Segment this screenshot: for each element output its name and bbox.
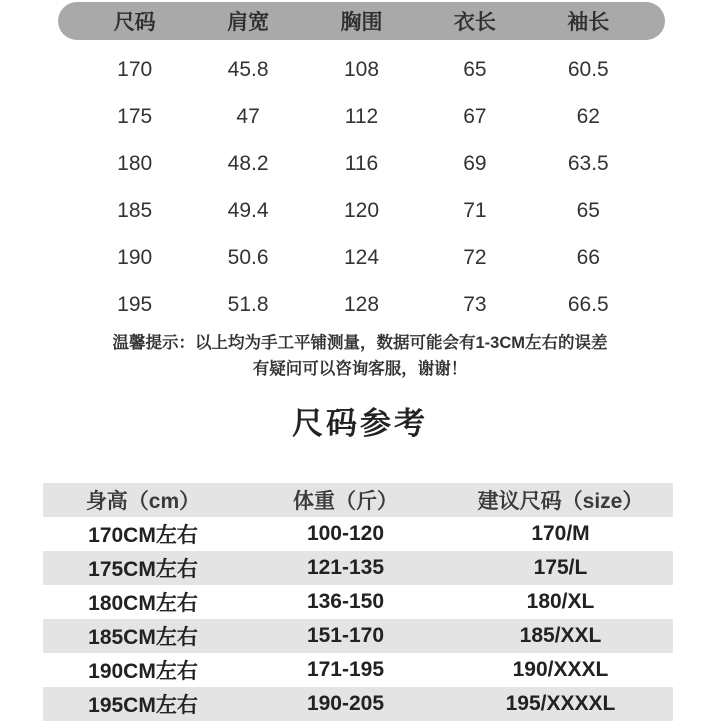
chest-value: 128 [343, 292, 380, 316]
size-value: 180 [117, 151, 153, 175]
suggested-size-value: 180/XL [526, 590, 595, 613]
chest-value: 108 [343, 57, 380, 81]
weight-value: 121-135 [306, 556, 385, 579]
notice-line-2: 有疑问可以咨询客服，谢谢！ [252, 360, 468, 378]
table-row [58, 46, 665, 93]
length-value: 67 [463, 104, 487, 128]
size-value: 170 [117, 57, 153, 81]
table-row [58, 93, 665, 140]
weight-value: 190-205 [306, 692, 385, 715]
shoulder-value: 50.6 [227, 245, 269, 269]
column-header-size: 尺码 [113, 11, 156, 34]
size-value: 195 [117, 292, 153, 316]
measurement-table-body [0, 40, 720, 328]
shoulder-value: 48.2 [227, 151, 269, 175]
table-row [43, 517, 673, 551]
measurement-notice [0, 330, 720, 382]
column-header-garment-length: 衣长 [453, 11, 496, 34]
length-value: 72 [463, 245, 487, 269]
height-value: 175CM左右 [88, 558, 198, 581]
size-reference-table [43, 483, 673, 721]
reference-header-row [43, 483, 673, 517]
suggested-size-value: 185/XXL [519, 624, 602, 647]
table-row [43, 653, 673, 687]
chest-value: 112 [344, 104, 379, 128]
table-row [58, 187, 665, 234]
measurement-table [0, 2, 720, 328]
sleeve-value: 65 [576, 198, 600, 222]
chest-value: 124 [343, 245, 380, 269]
sleeve-value: 66 [576, 245, 600, 269]
weight-value: 171-195 [306, 658, 385, 681]
shoulder-value: 51.8 [227, 292, 269, 316]
shoulder-value: 49.4 [227, 198, 269, 222]
table-row [58, 140, 665, 187]
suggested-size-value: 195/XXXXL [505, 692, 616, 715]
size-value: 175 [117, 104, 153, 128]
sleeve-value: 63.5 [567, 151, 609, 175]
length-value: 73 [463, 292, 487, 316]
weight-value: 136-150 [306, 590, 385, 613]
table-row [43, 585, 673, 619]
shoulder-value: 45.8 [227, 57, 269, 81]
length-value: 71 [463, 198, 487, 222]
suggested-size-value: 170/M [531, 522, 590, 545]
table-row [43, 687, 673, 721]
shoulder-value: 47 [236, 104, 260, 128]
suggested-size-value: 175/L [533, 556, 588, 579]
measurement-header-row [58, 2, 665, 40]
column-header-suggested-size: 建议尺码（size） [477, 490, 644, 513]
notice-line-1: 温馨提示：以上均为手工平铺测量，数据可能会有1-3CM左右的误差 [112, 334, 608, 352]
column-header-sleeve-length: 袖长 [567, 11, 610, 34]
table-row [58, 234, 665, 281]
sleeve-value: 60.5 [567, 57, 609, 81]
chest-value: 116 [344, 151, 379, 175]
height-value: 185CM左右 [88, 626, 198, 649]
weight-value: 151-170 [306, 624, 385, 647]
column-header-shoulder-width: 肩宽 [227, 11, 270, 34]
chest-value: 120 [343, 198, 380, 222]
size-value: 185 [117, 198, 153, 222]
column-header-height: 身高（cm） [85, 490, 201, 513]
column-header-chest: 胸围 [340, 11, 383, 34]
table-row [43, 619, 673, 653]
height-value: 170CM左右 [88, 524, 198, 547]
weight-value: 100-120 [306, 522, 385, 545]
table-row [43, 551, 673, 585]
length-value: 65 [463, 57, 487, 81]
table-row [58, 281, 665, 328]
size-value: 190 [117, 245, 153, 269]
sleeve-value: 66.5 [567, 292, 609, 316]
page-title: 尺码参考 [292, 406, 428, 441]
suggested-size-value: 190/XXXL [512, 658, 609, 681]
length-value: 69 [463, 151, 487, 175]
sleeve-value: 62 [576, 104, 600, 128]
height-value: 190CM左右 [88, 660, 198, 683]
column-header-weight: 体重（斤） [293, 490, 398, 513]
height-value: 180CM左右 [88, 592, 198, 615]
height-value: 195CM左右 [88, 694, 198, 717]
